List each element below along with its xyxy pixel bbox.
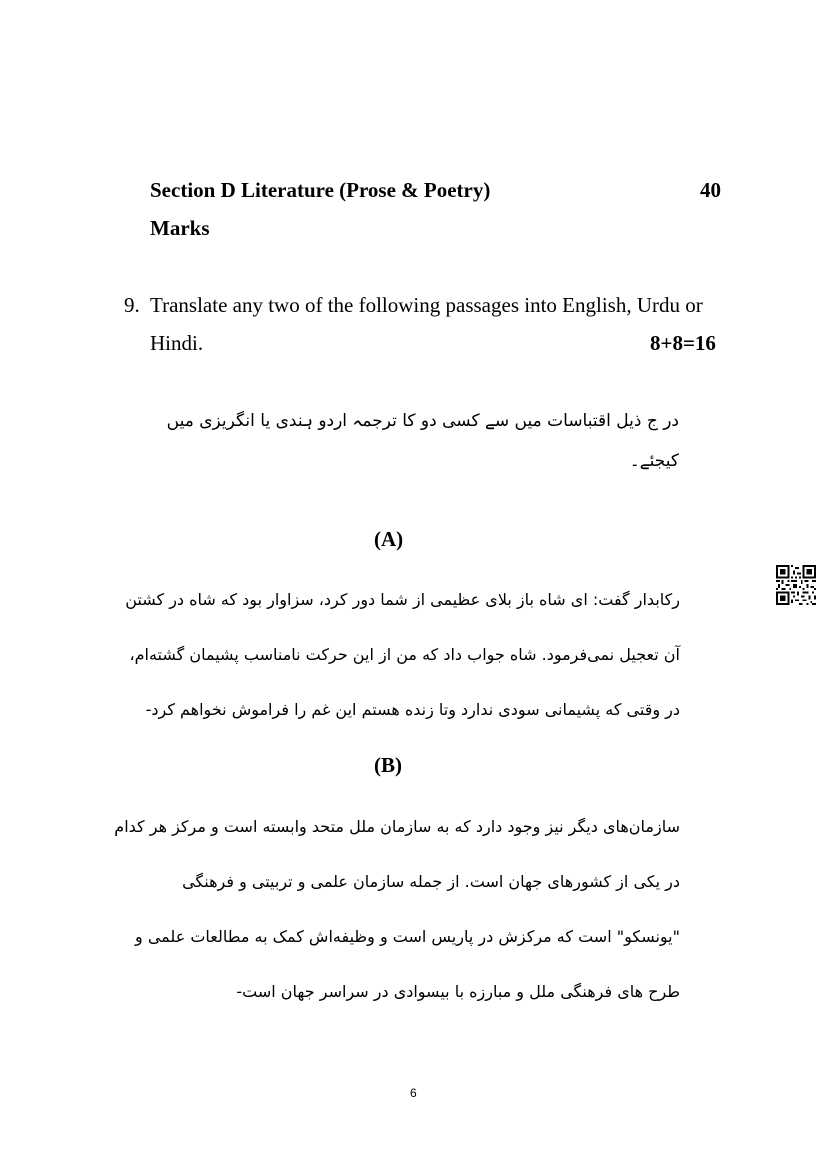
passage-a-label: (A) xyxy=(374,527,404,551)
section-marks: 40 xyxy=(700,178,721,202)
section-title: Section D Literature (Prose & Poetry) xyxy=(150,178,491,202)
question-text-line1: Translate any two of the following passages into English, Urdu or xyxy=(150,293,703,317)
passage-a-line: در وقتی که پشیمانی سودی ندارد وتا زنده هستم این غم را فراموش نخواهم کرد- xyxy=(145,700,680,719)
question-text-line2: Hindi. xyxy=(150,331,204,355)
passage-b-line: طرح های فرهنگی ملل و مبارزه با بیسوادی در سراسر جهان است- xyxy=(236,982,680,1001)
section-marks-label: Marks xyxy=(150,216,210,240)
passage-b-line: سازمان‌های دیگر نیز وجود دارد که به سازمان ملل متحد وابسته است و مرکز هر کدام xyxy=(114,817,680,836)
passage-b-line: در یکی از کشورهای جهان است. از جمله سازمان علمی و تربیتی و فرهنگی xyxy=(182,872,680,891)
question-marks: 8+8=16 xyxy=(650,331,716,355)
passage-a-line: رکابدار گفت: ای شاه باز بلای عظیمی از شما دور کرد، سزاوار بود که شاه در کشتن xyxy=(125,590,680,609)
qr-code-icon xyxy=(776,565,816,605)
passage-b-line: "یونسکو" است که مرکزش در پاریس است و وظیفه‌اش کمک به مطالعات علمی و xyxy=(135,927,680,946)
urdu-instruction-line2: کیجئے۔ xyxy=(629,451,679,471)
question-number: 9. xyxy=(124,293,140,317)
passage-a-line: آن تعجیل نمی‌فرمود. شاه جواب داد که من از این حرکت نامناسب پشیمان گشته‌ام، xyxy=(129,645,680,664)
page-number: 6 xyxy=(410,1086,417,1100)
passage-b-label: (B) xyxy=(374,753,402,777)
urdu-instruction-line1: در ج ذیل اقتباسات میں سے کسی دو کا ترجمہ اردو ہندی یا انگریزی میں xyxy=(166,411,679,431)
